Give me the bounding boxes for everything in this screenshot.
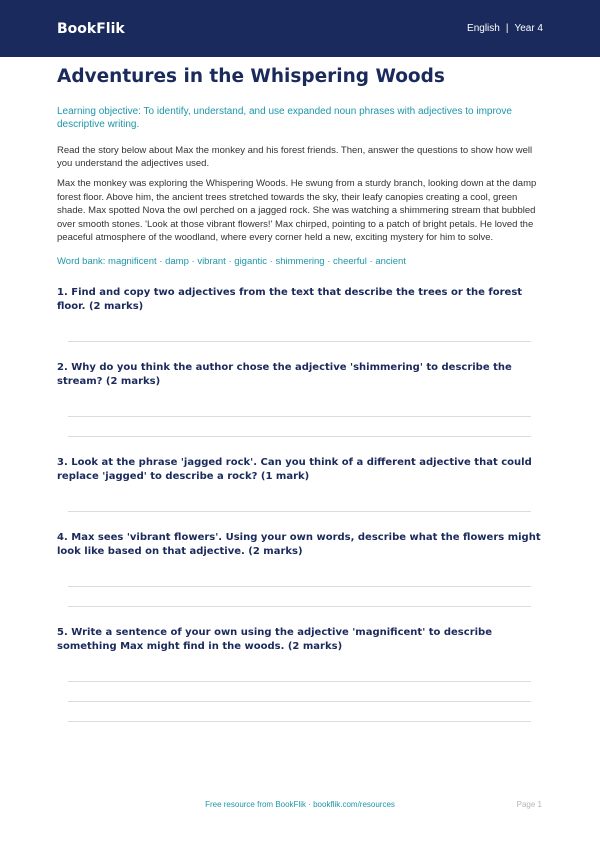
year-label: Year 4 <box>514 23 543 34</box>
word-bank-separator: · <box>225 255 235 267</box>
learning-objective: Learning objective: To identify, understand, and use expanded noun phrases with adjectives to improve descriptive writing. <box>57 106 512 130</box>
header-bar <box>0 0 600 57</box>
answer-line[interactable] <box>68 721 531 722</box>
question-block-5 <box>57 626 543 722</box>
word-bank-separator: · <box>188 255 198 267</box>
question-block-3 <box>57 456 543 512</box>
answer-line[interactable] <box>68 416 531 417</box>
word-bank-separator: · <box>267 255 276 267</box>
word-bank-word: magnificent <box>108 255 157 267</box>
worksheet-title: Adventures in the Whispering Woods <box>57 66 445 87</box>
story-text: Max the monkey was exploring the Whispering Woods. He swung from a sturdy branch, looking down at the damp forest floor. Above him, the ancient trees stretched towards the sky, their leafy canopies creating a cool, green shade. Max spotted Nova the owl perched on a jagged rock. She was watching a shimmering stream that bubbled over smooth stones. 'Look at those vibrant flowers!' Max chirped, pointing to a patch of bright petals. He loved the peaceful atmosphere of the woodland, where every corner held a new, exciting mystery for him to solve. <box>57 178 537 243</box>
question-text: 4. Max sees 'vibrant flowers'. Using your own words, describe what the flowers might look like based on that adjective. (2 marks) <box>57 531 541 557</box>
page-footer <box>0 800 600 812</box>
question-block-1 <box>57 286 543 342</box>
word-bank-word: cheerful <box>333 255 367 267</box>
question-text: 1. Find and copy two adjectives from the text that describe the trees or the forest floor. (2 marks) <box>57 286 523 312</box>
word-bank-word: ancient <box>375 255 406 267</box>
questions-list <box>57 286 543 722</box>
word-bank-separator: · <box>324 255 334 267</box>
word-bank-word: gigantic <box>234 255 268 267</box>
answer-line[interactable] <box>68 436 531 437</box>
answer-line[interactable] <box>68 511 531 512</box>
answer-line[interactable] <box>68 606 531 607</box>
intro-text: Read the story below about Max the monkey and his forest friends. Then, answer the questions to show how well you understand the adjectives used. <box>57 145 533 169</box>
word-bank-label: Word bank: <box>57 255 109 267</box>
page-number: Page 1 <box>516 800 542 809</box>
question-text: 3. Look at the phrase 'jagged rock'. Can you think of a different adjective that could replace 'jagged' to describe a rock? (1 mark) <box>57 456 532 482</box>
question-text: 5. Write a sentence of your own using the adjective 'magnificent' to describe something Max might find in the woods. (2 marks) <box>57 626 492 652</box>
word-bank-word: shimmering <box>275 255 325 267</box>
question-text: 2. Why do you think the author chose the adjective 'shimmering' to describe the stream? (2 marks) <box>57 361 512 387</box>
answer-line[interactable] <box>68 586 531 587</box>
word-bank <box>57 255 543 268</box>
answer-line[interactable] <box>68 341 531 342</box>
subject-label: English <box>467 23 500 34</box>
question-block-4 <box>57 531 543 607</box>
worksheet-content <box>0 66 600 722</box>
answer-line[interactable] <box>68 701 531 702</box>
word-bank-separator: · <box>156 255 166 267</box>
subject-separator: | <box>505 23 509 34</box>
word-bank-separator: · <box>366 255 376 267</box>
answer-line[interactable] <box>68 681 531 682</box>
footer-source: Free resource from BookFlik · bookflik.com/resources <box>205 800 395 809</box>
subject-year <box>467 23 543 34</box>
question-block-2 <box>57 361 543 437</box>
word-bank-word: damp <box>165 255 189 267</box>
brand-logo: BookFlik <box>57 20 125 37</box>
word-bank-word: vibrant <box>197 255 226 267</box>
